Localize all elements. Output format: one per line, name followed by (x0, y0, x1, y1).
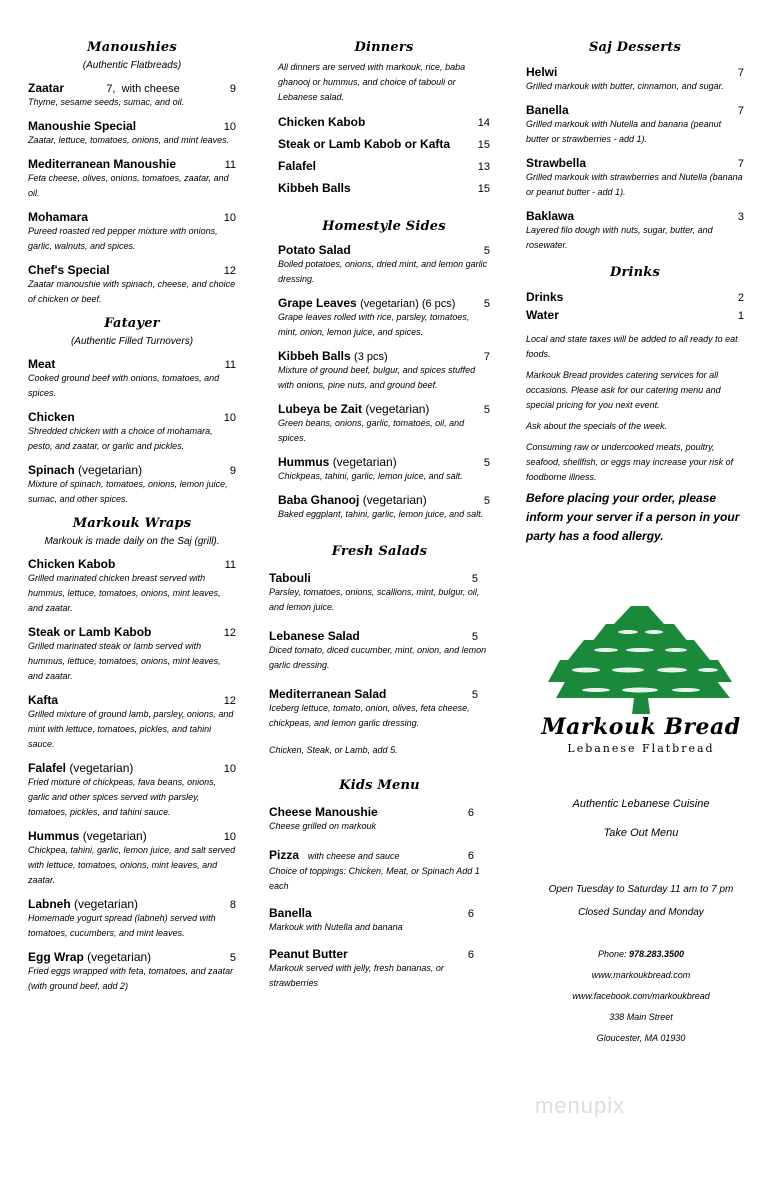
item-price: 10 (223, 831, 236, 843)
item-name: Banella (269, 906, 312, 920)
manoushies-title: Manoushies (87, 40, 177, 55)
menu-item (28, 410, 236, 454)
menu-item (526, 156, 744, 200)
item-name: Drinks (526, 290, 564, 304)
specials-note: Ask about the specials of the week. (526, 421, 668, 431)
item-name: Cheese Manoushie (269, 805, 378, 819)
item-tag: (vegetarian) (365, 402, 430, 416)
item-name: Meat (28, 357, 56, 371)
item-tag: (vegetarian) (78, 463, 143, 477)
item-desc: Grilled marinated chicken breast served with hummus, lettuce, tomatoes, onions, mint leaves, and zaatar. (28, 573, 221, 613)
item-desc: Shredded chicken with a choice of mohamara, pesto, and zaatar, or garlic and pickles. (28, 426, 213, 451)
item-name: Chicken Kabob (28, 557, 116, 571)
item-price: 5 (483, 457, 490, 469)
item-name: Falafel (28, 761, 67, 775)
item-name: Peanut Butter (269, 947, 348, 961)
item-price: 12 (223, 695, 236, 707)
item-name: Falafel (278, 159, 317, 173)
item-name: Kafta (28, 693, 59, 707)
menu-item (526, 308, 744, 322)
menu-item (278, 159, 490, 173)
website-link[interactable]: www.markoukbread.com (591, 970, 691, 980)
item-name: Hummus (28, 829, 80, 843)
item-price: 13 (477, 161, 490, 173)
menu-item (28, 761, 236, 820)
item-desc: Grilled marinated steak or lamb served with hummus, lettuce, tomatoes, onions, mint leaves, and zaatar. (28, 641, 221, 681)
address-street: 338 Main Street (609, 1012, 673, 1022)
item-price: 5 (483, 495, 490, 507)
item-desc: Grilled mixture of ground lamb, parsley, onions, and mint with lettuce, tomatoes, pickles, and tahini sauce. (28, 709, 234, 749)
fatayer-title: Fatayer (104, 316, 160, 331)
item-desc: Fried eggs wrapped with feta, tomatoes, and zaatar (with ground beef, add 2) (28, 966, 234, 991)
menu-item (28, 693, 236, 752)
item-desc: Markouk with Nutella and banana (269, 922, 403, 932)
item-price: 6 (467, 850, 474, 862)
item-price: 6 (467, 908, 474, 920)
item-price: 5 (471, 573, 478, 585)
menu-item (28, 263, 236, 307)
menu-item (278, 402, 490, 446)
menu-item (278, 115, 490, 129)
wraps-subtitle: Markouk is made daily on the Saj (grill). (44, 536, 220, 547)
item-price: 7 (737, 158, 744, 170)
item-price: 7, (106, 83, 116, 95)
menu-item (526, 209, 744, 253)
item-price: 5 (483, 298, 490, 310)
contact-block (526, 944, 756, 1049)
item-name: Chicken Kabob (278, 115, 366, 129)
menu-item (28, 210, 236, 254)
item-name: Pizza (269, 848, 300, 862)
allergy-note: Before placing your order, please inform your server if a person in your party has a food allergy. (526, 491, 740, 543)
menu-item (28, 463, 236, 507)
menu-item (28, 625, 236, 684)
item-name: Zaatar (28, 81, 65, 95)
menu-item (269, 947, 490, 991)
watermark: menupix (535, 1093, 626, 1118)
column-left (28, 40, 236, 1003)
menu-item (278, 455, 490, 484)
menu-item (269, 571, 490, 615)
item-desc: Grilled markouk with strawberries and Nutella (banana or peanut butter - add 1). (526, 172, 743, 197)
item-desc: Green beans, onions, garlic, tomatoes, oil, and spices. (278, 418, 465, 443)
item-price: 9 (229, 465, 236, 477)
menu-line (526, 823, 756, 841)
address-city: Gloucester, MA 01930 (596, 1033, 686, 1043)
item-name: Potato Salad (278, 243, 351, 257)
closed-text: Closed Sunday and Monday (578, 907, 704, 918)
dinners-note: All dinners are served with markouk, rice, baba ghanooj or hummus, and choice of tabouli or Lebanese salad. (278, 62, 466, 102)
item-name: Mediterranean Manoushie (28, 157, 177, 171)
phone-number[interactable]: 978.283.3500 (628, 949, 685, 959)
item-desc: Mixture of spinach, tomatoes, onions, lemon juice, sumac, and other spices. (28, 479, 228, 504)
brand-tagline: Lebanese Flatbread (567, 742, 715, 755)
phone-label: Phone: (597, 949, 627, 959)
menu-item (278, 296, 490, 340)
item-name: Chicken (28, 410, 75, 424)
brand-name: Markouk Bread (541, 714, 741, 740)
item-tag: (vegetarian) (362, 493, 427, 507)
item-tag: (vegetarian) (69, 761, 134, 775)
tax-note: Local and state taxes will be added to all ready to eat foods. (526, 334, 738, 359)
item-price: 12 (223, 265, 236, 277)
item-desc: Parsley, tomatoes, onions, scallions, mint, bulgur, oil, and lemon juice. (269, 587, 480, 612)
menu-item (28, 157, 236, 201)
wraps-title: Markouk Wraps (72, 516, 192, 531)
sides-title: Homestyle Sides (322, 219, 446, 234)
item-price: 5 (483, 404, 490, 416)
item-desc: Choice of toppings: Chicken, Meat, or Spinach Add 1 each (269, 866, 480, 891)
item-desc: Markouk served with jelly, fresh bananas, or strawberries (269, 963, 444, 988)
item-desc: Cooked ground beef with onions, tomatoes, and spices. (28, 373, 220, 398)
cedar-trunk (632, 698, 650, 714)
item-desc: Baked eggplant, tahini, garlic, lemon juice, and salt. (278, 509, 484, 519)
desserts-title: Saj Desserts (588, 40, 682, 55)
facebook-link[interactable]: www.facebook.com/markoukbread (572, 991, 710, 1001)
menu-item (269, 906, 490, 935)
fatayer-subtitle: (Authentic Filled Turnovers) (70, 336, 194, 347)
item-desc: Diced tomato, diced cucumber, mint, onion, and lemon garlic dressing. (269, 645, 487, 670)
menu-item (269, 629, 490, 673)
menu-item (526, 103, 744, 147)
item-name: Baba Ghanooj (278, 493, 360, 507)
item-desc: Chickpea, tahini, garlic, lemon juice, and salt served with lettuce, tomatoes, onions, mint leaves, and zaatar. (28, 845, 236, 885)
item-price: 11 (224, 559, 236, 571)
item-price: 7 (483, 351, 490, 363)
item-price: 3 (737, 211, 744, 223)
menu-item (28, 897, 236, 941)
salads-title: Fresh Salads (331, 544, 428, 559)
menu-item (269, 687, 490, 731)
item-name: Manoushie Special (28, 119, 137, 133)
item-desc: Homemade yogurt spread (labneh) served with tomatoes, cucumbers, and mint leaves. (28, 913, 216, 938)
menu-item (278, 493, 490, 522)
menu-item (526, 290, 744, 304)
menu-item (28, 357, 236, 401)
item-name: Water (526, 308, 559, 322)
item-price: 2 (737, 292, 744, 304)
item-price: 7 (737, 105, 744, 117)
item-name: Grape Leaves (278, 296, 357, 310)
item-desc: Layered filo dough with nuts, sugar, butter, and rosewater. (526, 225, 713, 250)
item-desc: Grilled markouk with Nutella and banana (peanut butter or strawberries - add 1). (526, 119, 722, 144)
item-name: Lebanese Salad (269, 629, 360, 643)
item-price: 10 (223, 212, 236, 224)
column-right (526, 40, 744, 546)
closed-line (526, 902, 756, 920)
item-variant: with cheese (121, 83, 180, 95)
item-name: Steak or Lamb Kabob or Kafta (278, 137, 451, 151)
item-price: 11 (224, 359, 236, 371)
item-price: 6 (467, 949, 474, 961)
item-tag: (3 pcs) (354, 351, 388, 363)
item-name: Lubeya be Zait (278, 402, 363, 416)
item-name: Egg Wrap (28, 950, 84, 964)
item-desc: Thyme, sesame seeds, sumac, and oil. (28, 97, 185, 107)
catering-note: Markouk Bread provides catering services for all occasions. Please ask for our catering menu and special pricing for you next event. (526, 370, 721, 410)
menu-item (526, 65, 744, 94)
menu-item (28, 829, 236, 888)
item-desc: Zaatar manoushie with spinach, cheese, and choice of chicken or beef. (28, 279, 236, 304)
item-tag: (vegetarian) (6 pcs) (360, 298, 456, 310)
item-price: 15 (477, 183, 490, 195)
item-desc: Cheese grilled on markouk (269, 821, 377, 831)
item-variant: with cheese and sauce (307, 851, 400, 861)
item-name: Strawbella (526, 156, 587, 170)
menu-item (28, 950, 236, 994)
phone-line (526, 944, 756, 965)
menu-item (278, 137, 490, 151)
cuisine-text: Authentic Lebanese Cuisine (572, 798, 710, 810)
item-tag: (vegetarian) (82, 829, 147, 843)
menu-item (28, 557, 236, 616)
item-price: 10 (223, 763, 236, 775)
item-price: 1 (737, 310, 744, 322)
menu-item (269, 846, 490, 894)
item-name: Steak or Lamb Kabob (28, 625, 152, 639)
item-name: Helwi (526, 65, 558, 79)
menu-item (278, 181, 490, 195)
item-name: Kibbeh Balls (278, 181, 351, 195)
item-name: Spinach (28, 463, 75, 477)
item-name: Kibbeh Balls (278, 349, 351, 363)
item-desc: Chickpeas, tahini, garlic, lemon juice, and salt. (278, 471, 463, 481)
item-tag: (vegetarian) (74, 897, 139, 911)
item-price: 5 (471, 689, 478, 701)
item-desc: Iceberg lettuce, tomato, onion, olives, feta cheese, chickpeas, and lemon garlic dressing. (269, 703, 470, 728)
item-name: Mediterranean Salad (269, 687, 387, 701)
item-price: 6 (467, 807, 474, 819)
item-desc: Boiled potatoes, onions, dried mint, and lemon garlic dressing. (278, 259, 488, 284)
item-name: Tabouli (269, 571, 311, 585)
item-price: 9 (229, 83, 236, 95)
item-desc: Zaatar, lettuce, tomatoes, onions, and mint leaves. (28, 135, 230, 145)
item-price: 5 (229, 952, 236, 964)
item-price: 12 (223, 627, 236, 639)
manoushies-subtitle: (Authentic Flatbreads) (82, 60, 182, 71)
item-desc: Mixture of ground beef, bulgur, and spices stuffed with onions, pine nuts, and ground beef. (278, 365, 476, 390)
item-price: 5 (483, 245, 490, 257)
menu-item (28, 119, 236, 148)
item-price: 8 (229, 899, 236, 911)
menu-item (278, 349, 490, 393)
item-price: 11 (224, 159, 236, 171)
item-price: 5 (471, 631, 478, 643)
item-name: Hummus (278, 455, 330, 469)
dinners-title: Dinners (354, 40, 414, 55)
item-name: Chef's Special (28, 263, 110, 277)
consuming-note: Consuming raw or undercooked meats, poultry, seafood, shellfish, or eggs may increase your risk of foodborne illness. (526, 442, 734, 482)
salads-section (269, 544, 490, 991)
salads-addon: Chicken, Steak, or Lamb, add 5. (269, 745, 398, 755)
item-price: 7 (737, 67, 744, 79)
brand-block (536, 714, 746, 755)
menu-item (278, 243, 490, 287)
item-desc: Grilled markouk with butter, cinnamon, and sugar. (526, 81, 724, 91)
item-name: Mohamara (28, 210, 89, 224)
menu-item (269, 805, 490, 834)
item-price: 15 (477, 139, 490, 151)
item-tag: (vegetarian) (87, 950, 152, 964)
item-name: Baklawa (526, 209, 575, 223)
item-price: 10 (223, 412, 236, 424)
hours-line (526, 879, 756, 897)
menu-item (28, 81, 236, 110)
hours-text: Open Tuesday to Saturday 11 am to 7 pm (548, 884, 734, 895)
item-desc: Pureed roasted red pepper mixture with onions, garlic, walnuts, and spices. (28, 226, 218, 251)
item-desc: Grape leaves rolled with rice, parsley, tomatoes, mint, onion, lemon juice, and spices. (278, 312, 470, 337)
item-tag: (vegetarian) (332, 455, 397, 469)
item-name: Banella (526, 103, 569, 117)
cuisine-line (526, 794, 756, 812)
item-price: 14 (477, 117, 490, 129)
menu-type-text: Take Out Menu (603, 827, 679, 839)
item-desc: Fried mixture of chickpeas, fava beans, onions, garlic and other spices served with parsley, tomatoes, pickles, and tahini sauce. (28, 777, 217, 817)
item-name: Labneh (28, 897, 71, 911)
item-price: 10 (223, 121, 236, 133)
drinks-title: Drinks (609, 265, 661, 280)
kids-title: Kids Menu (339, 778, 420, 793)
column-middle (269, 40, 490, 1000)
item-desc: Feta cheese, olives, onions, tomatoes, zaatar, and oil. (28, 173, 229, 198)
